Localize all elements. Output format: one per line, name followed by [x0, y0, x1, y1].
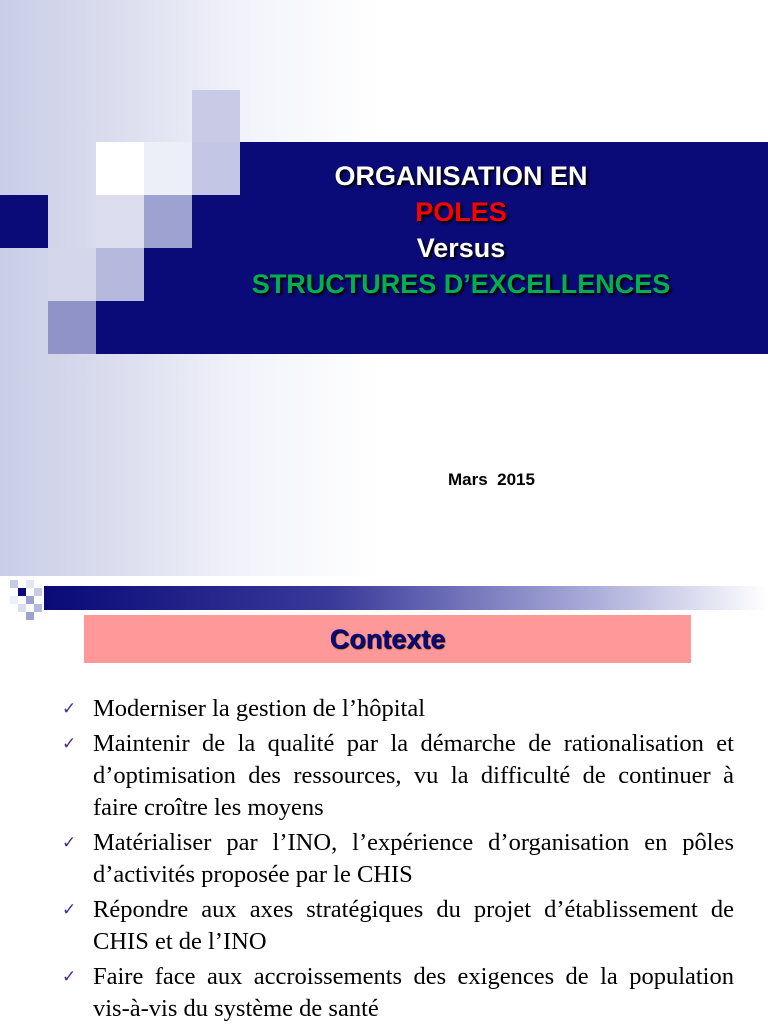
list-item: [62, 827, 734, 891]
slide-date: Mars 2015: [448, 470, 535, 489]
section-title-box: [84, 615, 691, 663]
checkmark-icon: ✓: [62, 734, 77, 754]
checkmark-icon: ✓: [62, 967, 77, 987]
decorative-pixel: [26, 612, 34, 620]
list-item: [62, 894, 734, 958]
section-title: Contexte: [329, 623, 446, 654]
decorative-pixel: [18, 588, 26, 596]
decorative-pixel: [26, 596, 34, 604]
list-item: [62, 961, 734, 1024]
decorative-pixel: [34, 604, 42, 612]
decorative-pixel: [10, 596, 18, 604]
list-item-text: Répondre aux axes stratégiques du projet d’établissement de CHIS et de l’INO: [93, 896, 734, 955]
title-line-2: POLES: [415, 197, 507, 227]
decorative-square: [192, 90, 240, 142]
decorative-pixel: [18, 604, 26, 612]
context-slide: [0, 576, 768, 1024]
checkmark-icon: ✓: [62, 699, 77, 719]
decorative-gradient-bar: [44, 586, 768, 610]
decorative-pixel: [26, 580, 34, 588]
decorative-square: [48, 248, 96, 301]
title-line-3: Versus: [416, 233, 506, 263]
decorative-pixel: [10, 580, 18, 588]
title-line-4: STRUCTURES D’EXCELLENCES: [251, 269, 671, 299]
decorative-square: [48, 301, 96, 354]
list-item-text: Maintenir de la qualité par la démarche de rationalisation et d’optimisation des ressources, vu la difficulté de continuer à faire croître les moyens: [93, 730, 734, 821]
bullet-list: [62, 693, 734, 1024]
list-item: [62, 728, 734, 824]
list-item: [62, 693, 734, 725]
checkmark-icon: ✓: [62, 833, 77, 853]
checkmark-icon: ✓: [62, 900, 77, 920]
decorative-bar: [0, 195, 48, 248]
list-item-text: Moderniser la gestion de l’hôpital: [93, 695, 426, 722]
decorative-pixel: [34, 588, 42, 596]
slide-title: [96, 158, 768, 302]
list-item-text: Faire face aux accroissements des exigences de la population vis-à-vis du système de santé: [93, 963, 734, 1022]
list-item-text: Matérialiser par l’INO, l’expérience d’organisation en pôles d’activités proposée par le CHIS: [93, 829, 734, 888]
title-line-1: ORGANISATION EN: [334, 161, 588, 191]
